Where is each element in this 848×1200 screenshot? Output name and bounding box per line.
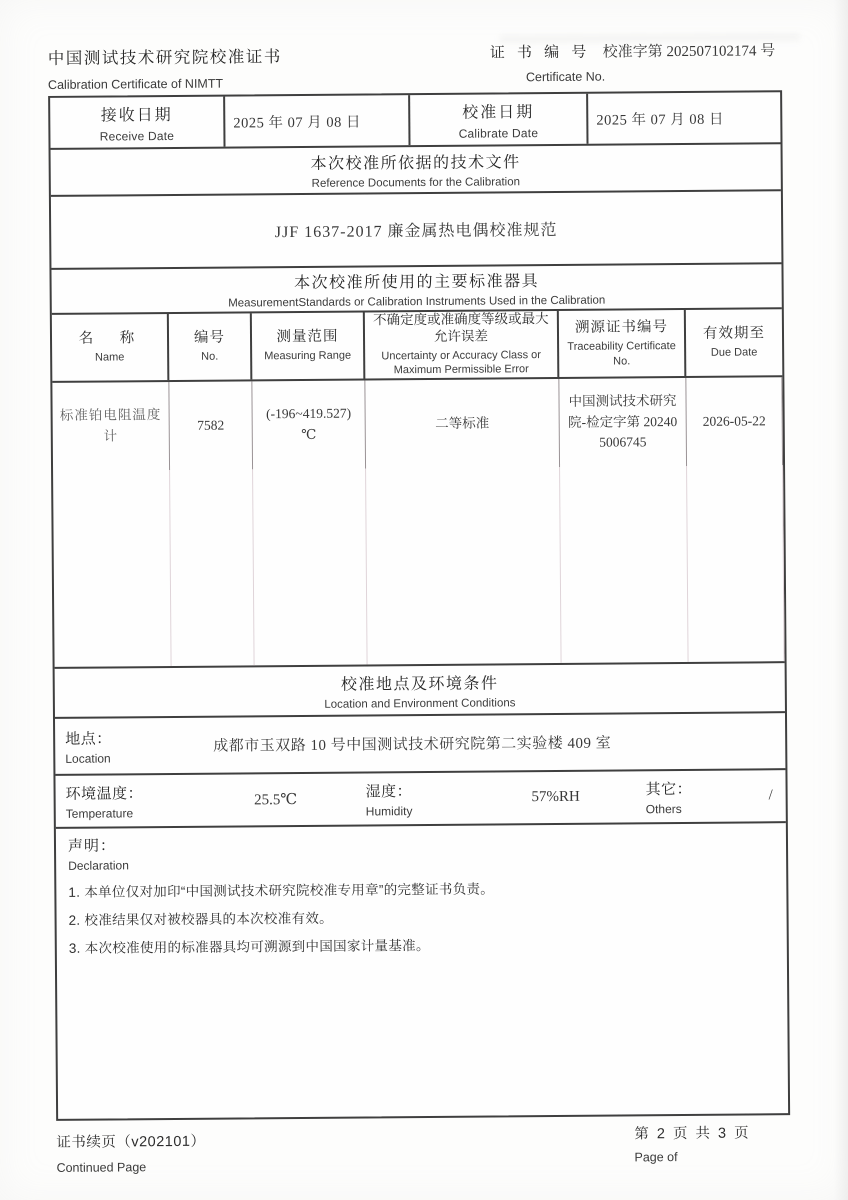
institute-title-en: Calibration Certificate of NIMTT <box>47 76 224 92</box>
continued-page-en: Continued Page <box>56 1160 147 1175</box>
receive-date-value: 2025 年 07 月 08 日 <box>233 113 362 131</box>
declaration-block <box>56 823 788 1119</box>
temperature-label-block <box>56 781 196 820</box>
institute-title-block <box>48 43 282 92</box>
reference-document-row <box>51 191 782 270</box>
temperature-label-en: Temperature <box>65 805 134 821</box>
humidity-label-en: Humidity <box>365 803 413 818</box>
humidity-value: 57%RH <box>531 788 580 806</box>
dates-row <box>50 92 780 150</box>
standards-table-empty-area <box>53 465 785 667</box>
std-name-value: 标准铂电阻温度计 <box>59 407 162 444</box>
standards-table-body <box>52 377 784 669</box>
empty-cell <box>53 470 172 667</box>
page-number-block <box>634 1121 751 1164</box>
standards-table-header-row <box>52 309 783 383</box>
certificate-number-label-cn: 证 书 编 号 <box>489 43 591 62</box>
location-label-en: Location <box>65 750 111 766</box>
std-no-value: 7582 <box>197 417 225 433</box>
col-header-range <box>252 312 366 379</box>
col-header-uncertainty-cn: 不确定度或准确度等级或最大允许误差 <box>373 311 549 345</box>
std-range-value: (-196~419.527) ℃ <box>266 405 352 442</box>
empty-cell <box>253 468 368 665</box>
standards-table-row <box>52 377 783 471</box>
location-value: 成都市玉双路 10 号中国测试技术研究院第二实验楼 409 室 <box>213 735 612 755</box>
continued-page-cn: 证书续页（v202101） <box>56 1133 206 1151</box>
institute-title-cn: 中国测试技术研究院校准证书 <box>47 48 282 68</box>
std-no-cell <box>169 381 253 470</box>
empty-cell <box>560 466 689 663</box>
calibrate-date-value-cell <box>588 92 780 144</box>
temperature-label-cn: 环境温度： <box>65 784 144 803</box>
col-header-name-en: Name <box>94 351 125 364</box>
receive-date-value-cell <box>225 95 410 146</box>
calibrate-date-value: 2025 年 07 月 08 日 <box>596 111 725 129</box>
location-label-block <box>55 727 167 766</box>
temperature-value: 25.5℃ <box>254 792 298 809</box>
reference-section-title-cn: 本次校准所依据的技术文件 <box>310 154 521 173</box>
receive-date-label-cn: 接收日期 <box>100 106 173 125</box>
document-header <box>47 39 782 92</box>
calibrate-date-label-cell <box>410 94 588 145</box>
col-header-traceability <box>559 310 687 377</box>
calibrate-date-label-en: Calibrate Date <box>458 125 539 141</box>
certificate-number-label-en: Certificate No. <box>525 69 606 85</box>
col-header-name-cn: 名 称 <box>78 330 141 348</box>
standards-section-title-en: MeasurementStandards or Calibration Instruments Used in the Calibration <box>228 294 606 310</box>
reference-document-text: JJF 1637-2017 廉金属热电偶校准规范 <box>274 221 558 242</box>
environment-row <box>55 770 785 829</box>
empty-cell <box>170 469 255 666</box>
empty-cell <box>366 467 562 665</box>
receive-date-label-cell <box>50 97 225 148</box>
col-header-traceability-cn: 溯源证书编号 <box>574 319 669 336</box>
continued-page-block <box>56 1130 205 1175</box>
reference-section-title-en: Reference Documents for the Calibration <box>311 176 521 190</box>
std-due-date-cell <box>686 377 783 466</box>
location-row <box>55 713 785 776</box>
calibrate-date-label-cn: 校准日期 <box>462 103 535 122</box>
std-uncertainty-cell <box>365 379 560 469</box>
location-label-cn: 地点： <box>65 729 112 748</box>
col-header-range-en: Measuring Range <box>264 349 352 363</box>
col-header-no <box>169 313 253 380</box>
col-header-traceability-en: Traceability Certificate No. <box>567 340 676 368</box>
declaration-item-1: 1. 本单位仅对加印“中国测试技术研究院校准专用章”的完整证书负责。 <box>68 881 495 900</box>
humidity-label-cn: 湿度： <box>365 782 413 800</box>
col-header-uncertainty <box>365 311 560 379</box>
location-section-title-en: Location and Environment Conditions <box>324 696 516 711</box>
humidity-label-block <box>355 779 475 818</box>
page-footer <box>56 1125 790 1175</box>
col-header-due-date <box>686 309 783 376</box>
receive-date-label-en: Receive Date <box>99 128 175 144</box>
std-uncertainty-value: 二等标准 <box>435 415 490 431</box>
std-traceability-value: 中国测试技术研究院-检定字第 202405006745 <box>568 392 678 451</box>
empty-cell <box>687 465 785 662</box>
standards-section-title-cn: 本次校准所使用的主要标准器具 <box>294 273 540 293</box>
certificate-number-block <box>490 39 776 84</box>
col-header-range-cn: 测量范围 <box>276 328 339 346</box>
standards-section-header <box>51 264 781 315</box>
declaration-title-cn: 声明： <box>67 837 117 855</box>
declaration-item-3: 3. 本次校准使用的标准器具均可溯源到中国国家计量基准。 <box>68 937 430 956</box>
certificate-body-table <box>48 90 790 1121</box>
page-number-en: Page of <box>634 1150 678 1165</box>
col-header-no-en: No. <box>201 351 219 364</box>
col-header-due-date-en: Due Date <box>710 346 758 360</box>
col-header-no-cn: 编号 <box>193 329 226 347</box>
others-value: / <box>768 787 773 804</box>
page-number-cn: 第 2 页 共 3 页 <box>634 1125 751 1143</box>
col-header-due-date-cn: 有效期至 <box>702 325 766 343</box>
col-header-uncertainty-en: Uncertainty or Accuracy Class or Maximum Permissible Error <box>381 349 541 377</box>
certificate-number-value: 校准字第 202507102174 号 <box>602 43 776 61</box>
std-range-cell <box>252 380 366 469</box>
col-header-name <box>52 314 170 381</box>
others-label-cn: 其它： <box>645 780 693 798</box>
std-name-cell <box>52 382 170 471</box>
reference-section-header <box>51 144 781 197</box>
std-traceability-cell <box>559 378 687 467</box>
declaration-title-en: Declaration <box>68 858 129 873</box>
std-due-date-value: 2026-05-22 <box>702 412 766 429</box>
others-label-block <box>635 777 755 816</box>
location-section-header <box>55 663 785 719</box>
others-label-en: Others <box>645 801 682 816</box>
declaration-item-2: 2. 校准结果仅对被校器具的本次校准有效。 <box>68 910 333 928</box>
location-section-title-cn: 校准地点及环境条件 <box>340 674 499 694</box>
